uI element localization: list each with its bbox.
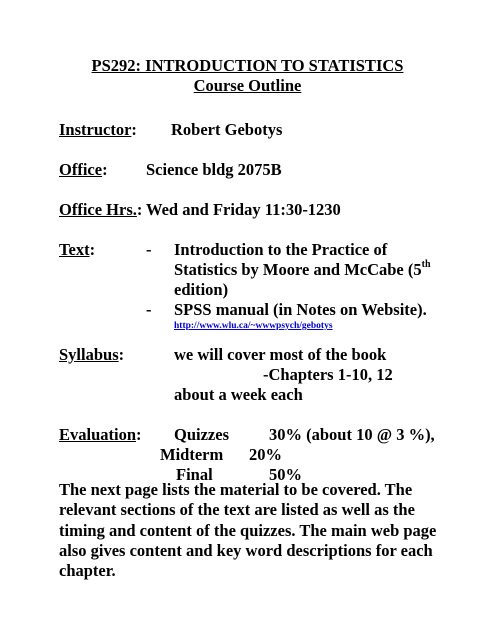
evaluation-final-value: 50%	[269, 465, 302, 484]
evaluation-quizzes-value: 30% (about 10 @ 3 %),	[269, 425, 435, 444]
course-title: PS292: INTRODUCTION TO STATISTICS	[91, 56, 404, 75]
evaluation-label: Evaluation	[59, 425, 137, 444]
text-colon: :	[89, 240, 96, 259]
office-hours-label: Office Hrs.	[59, 200, 137, 219]
evaluation-row	[59, 425, 142, 445]
syllabus-line2: -Chapters 1-10, 12	[263, 365, 393, 384]
syllabus-colon: :	[118, 345, 125, 364]
office-hours-row	[59, 200, 142, 220]
instructor-colon: :	[131, 120, 137, 139]
office-row	[59, 160, 108, 180]
evaluation-final-name: Final	[176, 465, 213, 484]
syllabus-label: Syllabus	[59, 345, 119, 364]
syllabus-line1: we will cover most of the book	[174, 345, 387, 364]
instructor-value: Robert Gebotys	[171, 120, 283, 139]
text-label: Text	[59, 240, 90, 259]
text-item1-line3: edition)	[174, 280, 229, 299]
text-bullet-2: -	[146, 300, 152, 319]
text-item1-line2	[174, 260, 431, 280]
text-item1-line1: Introduction to the Practice of	[174, 240, 388, 259]
office-hours-colon: :	[136, 200, 143, 219]
text-item1-superscript: th	[421, 258, 431, 270]
website-link[interactable]: http://www.wlu.ca/~wwwpsych/gebotys	[174, 321, 333, 331]
syllabus-line3: about a week each	[174, 385, 303, 404]
instructor-label: Instructor	[59, 120, 132, 139]
course-subtitle: Course Outline	[193, 76, 302, 95]
text-item2: SPSS manual (in Notes on Website).	[174, 300, 427, 319]
office-value: Science bldg 2075B	[146, 160, 282, 179]
evaluation-midterm-name: Midterm	[160, 445, 224, 464]
evaluation-colon: :	[136, 425, 142, 444]
evaluation-quizzes-name: Quizzes	[174, 425, 229, 444]
office-label: Office	[59, 160, 103, 179]
office-colon: :	[102, 160, 108, 179]
text-row	[59, 240, 95, 260]
evaluation-midterm-value: 20%	[249, 445, 282, 464]
text-bullet-1: -	[146, 240, 152, 259]
closing-paragraph: The next page lists the material to be covered. The relevant sections of the text are listed as well as the timing and content of the quizzes. The main web page also gives content and key word descriptions for each chapter.	[59, 480, 437, 581]
office-hours-value: Wed and Friday 11:30-1230	[146, 200, 341, 219]
syllabus-row	[59, 345, 124, 365]
instructor-row	[59, 120, 137, 140]
text-item1-line2-text: Statistics by Moore and McCabe (5	[174, 260, 422, 279]
